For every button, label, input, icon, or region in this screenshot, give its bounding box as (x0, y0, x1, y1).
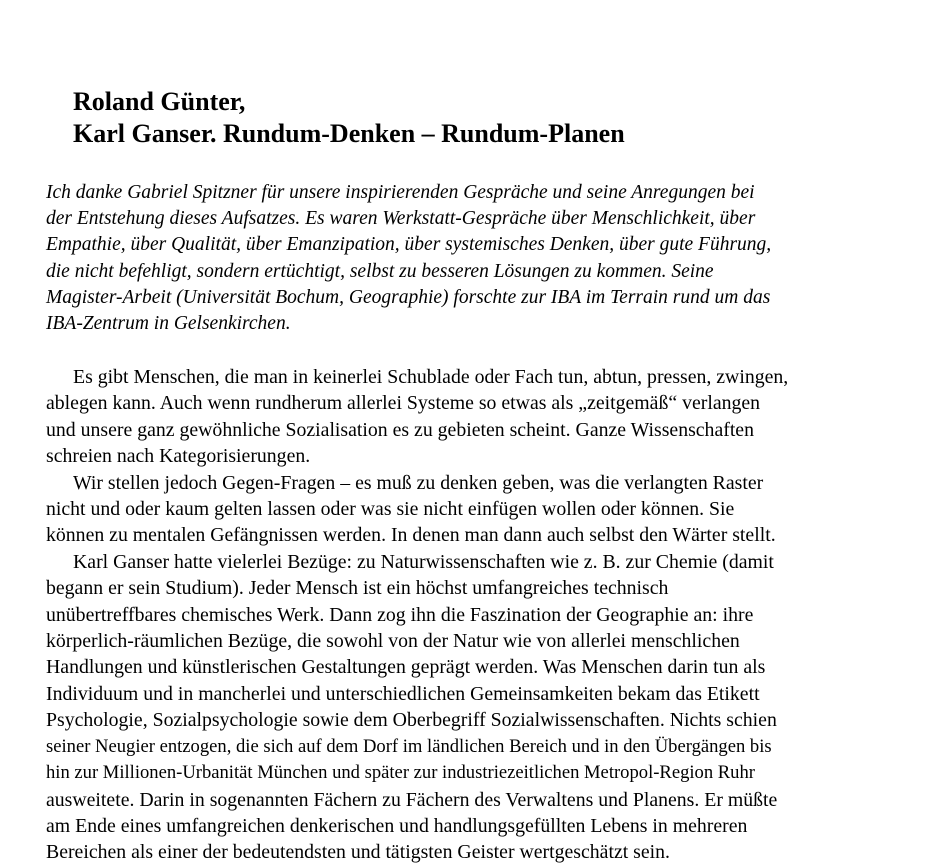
body-line: Bereichen als einer der bedeutendsten und tätigsten Geister wertgeschätzt sein. (46, 841, 670, 864)
cut-off-next-line (0, 858, 947, 866)
body-text (46, 364, 926, 866)
body-line: ablegen kann. Auch wenn rundherum allerlei Systeme so etwas als „zeitgemäß“ verlangen (46, 392, 761, 415)
acknowledgement-paragraph (46, 180, 926, 337)
body-line: Wir stellen jedoch Gegen-Fragen – es muß zu denken geben, was die verlangten Raster (73, 471, 764, 494)
body-line: und unsere ganz gewöhnliche Sozialisation es zu gebieten scheint. Ganze Wissenschaften (46, 418, 754, 441)
body-line: ausweitete. Darin in sogenannten Fächern zu Fächern des Verwaltens und Planens. Er müßte (46, 788, 778, 811)
body-line: körperlich-räumlichen Bezüge, die sowohl von der Natur wie von allerlei menschlichen (46, 630, 740, 653)
title-subject: Karl Ganser. Rundum-Denken – Rundum-Planen (73, 119, 625, 148)
body-line: am Ende eines umfangreichen denkerischen und handlungsgefüllten Lebens in mehreren (46, 814, 748, 837)
abstract-line: Magister-Arbeit (Universität Bochum, Geographie) forschte zur IBA im Terrain rund um das (46, 286, 771, 308)
body-line: Es gibt Menschen, die man in keinerlei Schublade oder Fach tun, abtun, pressen, zwingen, (73, 366, 789, 388)
abstract-line: IBA-Zentrum in Gelsenkirchen. (46, 313, 291, 335)
body-line: nicht und oder kaum gelten lassen oder was sie nicht einfügen wollen oder können. Sie (46, 498, 735, 521)
body-line: Individuum und in mancherlei und unterschiedlichen Gemeinsamkeiten bekam das Etikett (46, 682, 760, 705)
body-line: Handlungen und künstlerischen Gestaltungen geprägt werden. Was Menschen darin tun als (46, 656, 766, 679)
body-line: Psychologie, Sozialpsychologie sowie dem Oberbegriff Sozialwissenschaften. Nichts schien (46, 709, 777, 732)
body-line: schreien nach Kategorisierungen. (46, 445, 311, 468)
abstract-line: Ich danke Gabriel Spitzner für unsere inspirierenden Gespräche und seine Anregungen bei (46, 182, 755, 203)
document-title (73, 86, 625, 150)
body-line: hin zur Millionen-Urbanität München und später zur industriezeitlichen Metropol-Region Ruhr (46, 762, 755, 784)
abstract-line: Empathie, über Qualität, über Emanzipation, über systemisches Denken, über gute Führung, (46, 234, 772, 256)
abstract-line: die nicht befehligt, sondern ertüchtigt, selbst zu besseren Lösungen zu kommen. Seine (46, 260, 714, 282)
body-line: können zu mentalen Gefängnissen werden. In denen man dann auch selbst den Wärter stellt. (46, 524, 776, 547)
body-line: unübertreffbares chemisches Werk. Dann zog ihn die Faszination der Geographie an: ihre (46, 603, 754, 626)
title-author: Roland Günter, (73, 87, 246, 116)
body-line: seiner Neugier entzogen, die sich auf dem Dorf im ländlichen Bereich und in den Übergängen bis (46, 735, 772, 757)
body-line: begann er sein Studium). Jeder Mensch ist ein höchst umfangreiches technisch (46, 577, 669, 600)
body-line: Karl Ganser hatte vielerlei Bezüge: zu Naturwissenschaften wie z. B. zur Chemie (damit (73, 550, 774, 573)
abstract-line: der Entstehung dieses Aufsatzes. Es waren Werkstatt-Gespräche über Menschlichkeit, über (46, 208, 756, 230)
